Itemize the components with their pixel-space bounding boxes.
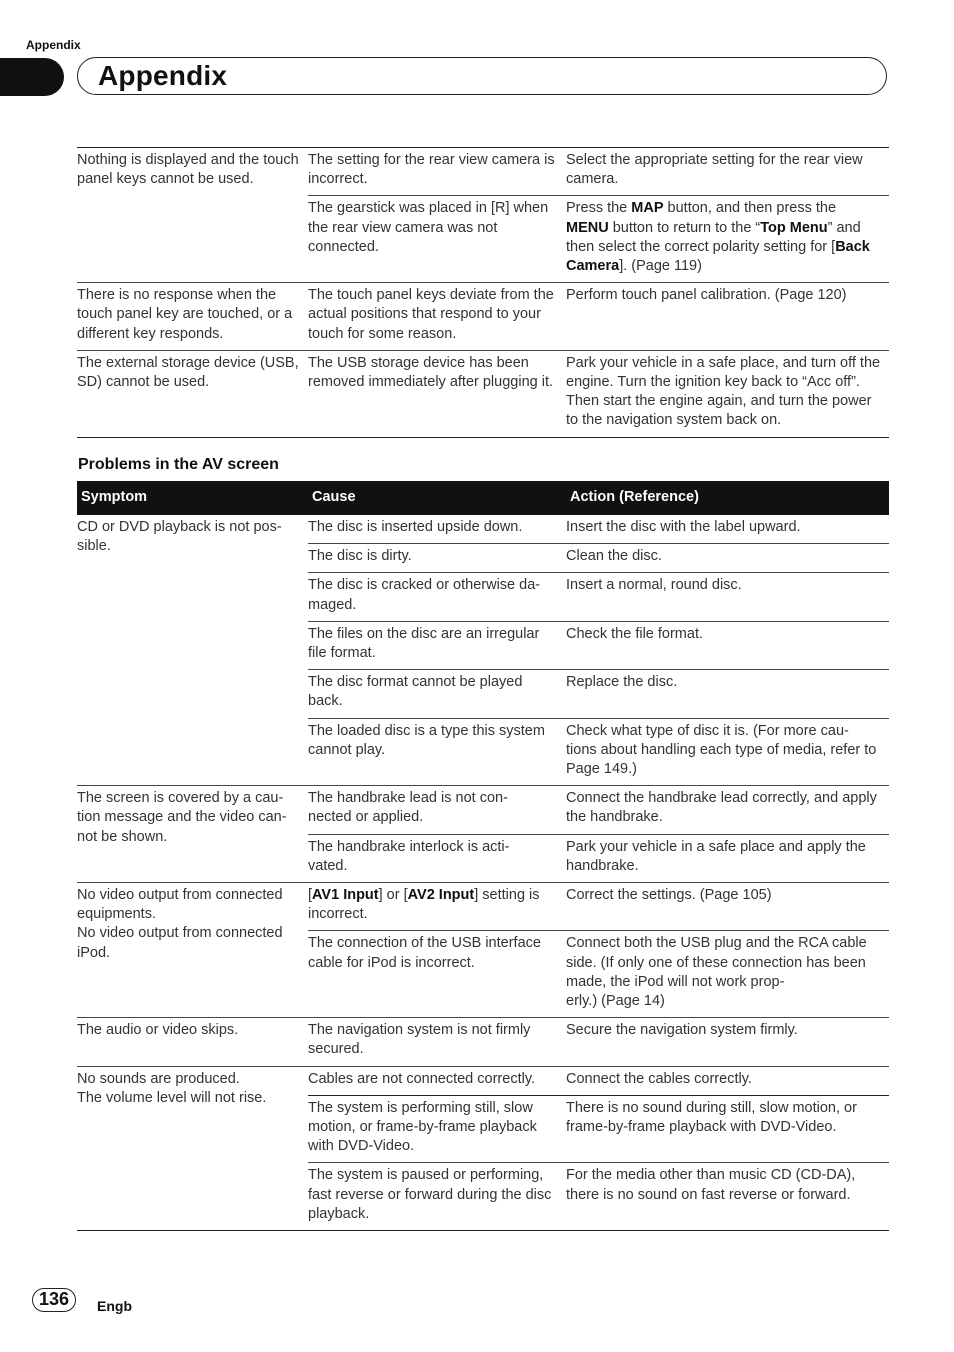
table-row: [77, 515, 889, 544]
table-row: [77, 1066, 889, 1095]
cause-cell: The handbrake interlock is acti- vated.: [308, 834, 566, 882]
cause-cell: The setting for the rear view camera is incorrect.: [308, 148, 566, 196]
action-cell: Connect the cables correctly.: [566, 1066, 889, 1095]
cause-cell: The navigation system is not firmly secured.: [308, 1018, 566, 1066]
header-action: Action (Reference): [566, 481, 889, 515]
cause-cell: The system is paused or performing, fast reverse or forward during the disc playback.: [308, 1163, 566, 1231]
table-row: [77, 786, 889, 834]
cause-cell: The loaded disc is a type this system cannot play.: [308, 718, 566, 786]
troubleshooting-table-general: [77, 147, 889, 438]
cause-cell: [AV1 Input] or [AV2 Input] setting is incorrect.: [308, 883, 566, 931]
cause-cell: Cables are not connected correctly.: [308, 1066, 566, 1095]
action-cell: Clean the disc.: [566, 544, 889, 573]
symptom-cell: CD or DVD playback is not pos- sible.: [77, 515, 308, 786]
symptom-cell: The external storage device (USB, SD) cannot be used.: [77, 350, 308, 437]
cause-cell: The files on the disc are an irregular file format.: [308, 621, 566, 669]
table-row: [77, 283, 889, 351]
action-cell: Connect the handbrake lead correctly, and apply the handbrake.: [566, 786, 889, 834]
header-cause: Cause: [308, 481, 566, 515]
running-header: Appendix: [26, 38, 81, 52]
symptom-cell: No video output from connected equipments. No video output from connected iPod.: [77, 883, 308, 1018]
symptom-cell: No sounds are produced. The volume level will not rise.: [77, 1066, 308, 1230]
action-cell: Check the file format.: [566, 621, 889, 669]
action-cell: Check what type of disc it is. (For more cau- tions about handling each type of media, refer to Page 149.): [566, 718, 889, 786]
symptom-cell: The audio or video skips.: [77, 1018, 308, 1066]
cause-cell: The handbrake lead is not con- nected or applied.: [308, 786, 566, 834]
cause-cell: The disc is inserted upside down.: [308, 515, 566, 544]
action-cell: There is no sound during still, slow motion, or frame-by-frame playback with DVD-Video.: [566, 1095, 889, 1163]
action-cell: Select the appropriate setting for the rear view camera.: [566, 148, 889, 196]
cause-cell: The USB storage device has been removed immediately after plugging it.: [308, 350, 566, 437]
table-row: [77, 148, 889, 196]
language-code: Engb: [97, 1298, 132, 1314]
cause-cell: The disc is dirty.: [308, 544, 566, 573]
section-heading-av-screen: Problems in the AV screen: [78, 456, 279, 473]
action-cell: For the media other than music CD (CD-DA), there is no sound on fast reverse or forward.: [566, 1163, 889, 1231]
table-row: [77, 350, 889, 437]
action-cell: Secure the navigation system firmly.: [566, 1018, 889, 1066]
section-tab-marker: [0, 58, 64, 96]
action-cell: Correct the settings. (Page 105): [566, 883, 889, 931]
table-row: [77, 1018, 889, 1066]
action-cell: Connect both the USB plug and the RCA cable side. (If only one of these connection has been made, the iPod will not work prop- erly.) (Page 14): [566, 931, 889, 1018]
cause-cell: The disc format cannot be played back.: [308, 670, 566, 718]
troubleshooting-table-av: [77, 481, 889, 1231]
action-cell: Park your vehicle in a safe place, and turn off the engine. Turn the ignition key back to “Acc off”. Then start the engine again, and turn the power to the navigation system back on.: [566, 350, 889, 437]
cause-cell: The touch panel keys deviate from the actual positions that respond to your touch for some reason.: [308, 283, 566, 351]
cause-cell: The connection of the USB interface cable for iPod is incorrect.: [308, 931, 566, 1018]
header-symptom: Symptom: [77, 481, 308, 515]
symptom-cell: Nothing is displayed and the touch panel keys cannot be used.: [77, 148, 308, 283]
page-number: 136: [32, 1288, 76, 1312]
symptom-cell: There is no response when the touch panel key are touched, or a different key responds.: [77, 283, 308, 351]
section-title: Appendix: [98, 60, 228, 91]
action-cell: Press the MAP button, and then press the MENU button to return to the “Top Menu” and then select the correct polarity setting for [Back Camera]. (Page 119): [566, 196, 889, 283]
table-row: [77, 883, 889, 931]
action-cell: Perform touch panel calibration. (Page 120): [566, 283, 889, 351]
action-cell: Insert the disc with the label upward.: [566, 515, 889, 544]
action-cell: Insert a normal, round disc.: [566, 573, 889, 621]
action-cell: Park your vehicle in a safe place and apply the handbrake.: [566, 834, 889, 882]
cause-cell: The gearstick was placed in [R] when the rear view camera was not connected.: [308, 196, 566, 283]
cause-cell: The system is performing still, slow motion, or frame-by-frame playback with DVD-Video.: [308, 1095, 566, 1163]
table-header-row: [77, 481, 889, 515]
symptom-cell: The screen is covered by a cau- tion message and the video can- not be shown.: [77, 786, 308, 883]
section-title-bar: [77, 57, 887, 95]
cause-cell: The disc is cracked or otherwise da- maged.: [308, 573, 566, 621]
action-cell: Replace the disc.: [566, 670, 889, 718]
